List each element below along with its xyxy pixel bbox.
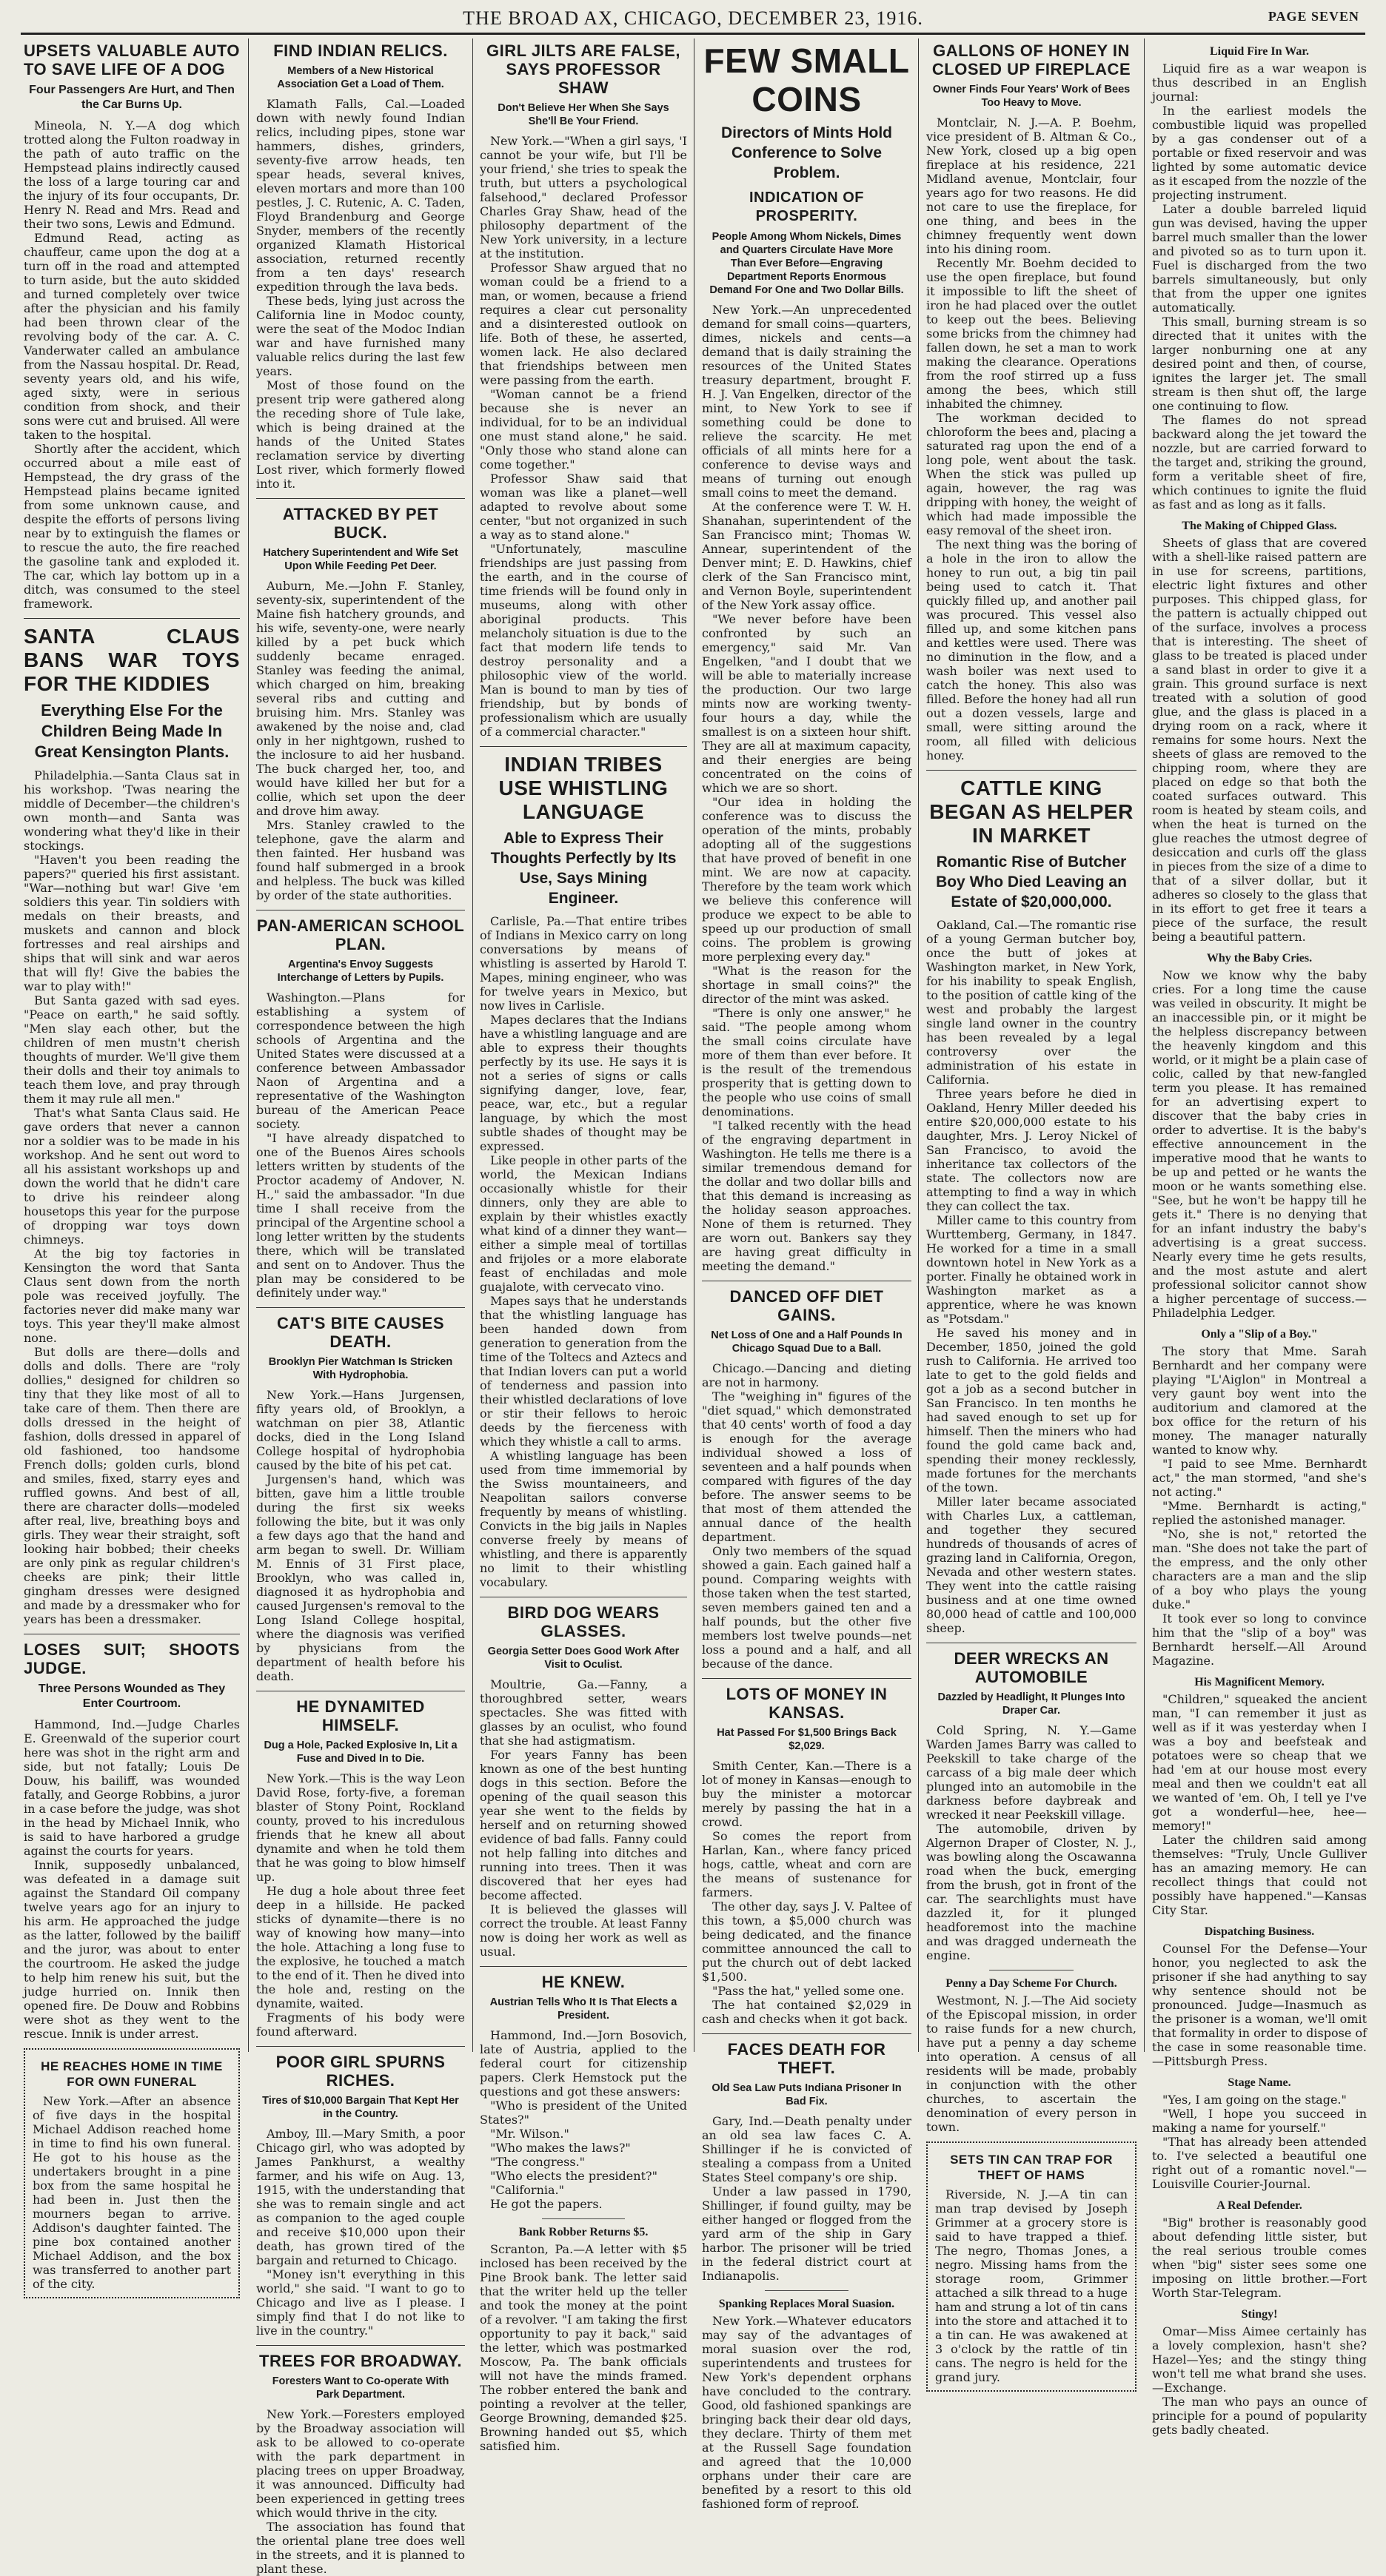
- article-body: [1152, 536, 1367, 944]
- headline: FEW SMALL COINS: [703, 41, 910, 118]
- paragraph: Like people in other parts of the world, the Mexican Indians occasionally whistle for their dinners, only they are able to explain by their whistles exactly what kind of a dinner they want—either a simple meal of tortillas and frijoles or a more elaborate feast of enchiladas and mole guajalote, with cervecato vino.: [480, 1153, 687, 1294]
- article-cats-bite: [256, 1314, 465, 1683]
- paragraph: In the earliest models the combustible liquid was propelled by a gas condenser out of a portable or fixed reservoir and was lighted by some automatic device as it escaped from the nozzle of the projecting instrument.: [1152, 104, 1367, 202]
- deck: Owner Finds Four Years' Work of Bees Too Heavy to Move.: [932, 84, 1131, 109]
- article-deer-wrecks: [926, 1649, 1136, 1962]
- paragraph: Philadelphia.—Santa Claus sat in his workshop. 'Twas nearing the middle of December—the children's own month—and Santa was wondering what they'd like in their stockings.: [24, 768, 240, 853]
- separator: [256, 498, 465, 499]
- paragraph: Hammond, Ind.—Jorn Bosovich, late of Austria, applied to the federal court for citizenship papers. Clerk Hemstock put the questions and got these answers:: [480, 2028, 687, 2099]
- deck: Members of a New Historical Association Get a Load of Them.: [277, 65, 444, 90]
- paragraph: He got the papers.: [490, 2197, 603, 2211]
- paragraph: Under a law passed in 1790, Shillinger, if found guilty, may be either hanged or flogged from the yard arm of the ship in Gary harbor. The prisoner will be tried in the federal district court at Indianapolis.: [702, 2184, 911, 2283]
- headline: HE KNEW.: [541, 1973, 626, 1991]
- article-body: [480, 2028, 687, 2211]
- paragraph: Smith Center, Kan.—There is a lot of money in Kansas—enough to buy the minister a motorcar merely by passing the hat in a crowd.: [702, 1759, 911, 1829]
- paragraph: Three years before he died in Oakland, Henry Miller deeded his entire $20,000,000 estate to his daughter, Mrs. J. Leroy Nickel of San Francisco, to avoid the inheritance tax collectors of the state. The collectors now are attempting to find a way in which they can collect the tax.: [926, 1087, 1136, 1213]
- headline: Spanking Replaces Moral Suasion.: [718, 2298, 895, 2310]
- paragraph: These beds, lying just across the California line in Modoc county, were the seat of the Modoc Indian war and have furnished many valuable relics during the last few years.: [256, 294, 465, 378]
- headline: HE DYNAMITED HIMSELF.: [296, 1697, 425, 1734]
- paragraph: "Woman cannot be a friend because she is never an individual, for to be an individual one must stand alone," he said. "Only those who stand alone can come together.": [480, 387, 687, 472]
- headline: Penny a Day Scheme For Church.: [945, 1977, 1117, 1990]
- article-body: [1152, 1344, 1367, 1668]
- article-upsets-auto: [24, 41, 240, 611]
- paragraph: New York.—After an absence of five days in the hospital Michael Addison reached home in time to find his own funeral. He got to his house as the undertakers brought in a pine box from the same hospital he had been in. Just then the mourners began to arrive. Addison's daughter fainted. The pine box contained another Michael Addison, and the box was transferred to another part of the city.: [33, 2094, 231, 2291]
- separator: [542, 2218, 625, 2219]
- headline: Only a "Slip of a Boy.": [1201, 1328, 1318, 1341]
- paragraph: That's what Santa Claus said. He gave orders that never a cannon nor a soldier was to be made in his workshop. And he sent out word to all his assistant workshops up and down the world that he didn't care to drive his reindeer along housetops this year for the purpose of dropping war toys down chimneys.: [24, 1106, 240, 1247]
- headline: INDIAN TRIBES USE WHISTLING LANGUAGE: [498, 753, 669, 823]
- paragraph: It took ever so long to convince him that the "slip of a boy" was Bernhardt herself.—All Around Magazine.: [1152, 1611, 1367, 1668]
- paragraph: New York.—"When a girl says, 'I cannot be your wife, but I'll be your friend,' she tries to speak the truth, but utters a psychological falsehood," declared Professor Charles Gray Shaw, head of the philosophy department of the New York university, in a lecture at the institution.: [480, 134, 687, 261]
- paragraph: He dug a hole about three feet deep in a hillside. He packed sticks of dynamite—there is no way of knowing how many—into the hole. Attaching a long fuse to the explosive, he touched a match to the end of it. Then he dived into the hole and, resting on the dynamite, waited.: [256, 1884, 465, 2010]
- top-rule: [21, 33, 1365, 35]
- paragraph: Miller later became associated with Charles Lux, a cattleman, and together they secured hundreds of thousands of acres of grazing land in California, Oregon, Nevada and other western states. They went into the cattle raising business and at one time owned 80,000 head of cattle and 100,000 sheep.: [926, 1495, 1136, 1635]
- article-money-kansas: [702, 1685, 911, 2026]
- paragraph: Washington.—Plans for establishing a system of correspondence between the high schools of Argentina and the United States were discussed at a conference between Ambassador Naon of Argentina and a representative of the Washington bureau of the American Peace society.: [256, 990, 465, 1131]
- headline: DEER WRECKS AN AUTOMOBILE: [954, 1649, 1109, 1686]
- paragraph: Later the children said among themselves: "Truly, Uncle Gulliver has an amazing memory. He can recollect things that could not possibly have happened."—Kansas City Star.: [1152, 1833, 1367, 1917]
- article-body: [24, 1717, 240, 2041]
- headline: PAN-AMERICAN SCHOOL PLAN.: [256, 916, 465, 953]
- article-body: [926, 115, 1136, 762]
- paragraph: "California.": [490, 2183, 564, 2197]
- headline: HE REACHES HOME IN TIME FOR OWN FUNERAL: [41, 2059, 223, 2089]
- article-real-defender: [1152, 2198, 1367, 2300]
- article-body: [480, 134, 687, 739]
- paragraph: "Mr. Wilson.": [490, 2127, 569, 2141]
- paragraph: Liquid fire as a war weapon is thus described in an English journal:: [1152, 61, 1367, 104]
- paragraph: "No, she is not," retorted the man. "She does not take the part of the empress, and the only other characters are a man and the slip of a boy who plays the young duke.": [1152, 1527, 1367, 1611]
- separator: [702, 2033, 911, 2034]
- headline: POOR GIRL SPURNS RICHES.: [275, 2053, 446, 2090]
- deck: Foresters Want to Co-operate With Park Department.: [272, 2375, 449, 2401]
- column-5: [926, 38, 1136, 2384]
- article-body: [256, 990, 465, 1300]
- deck: Georgia Setter Does Good Work After Visit to Oculist.: [487, 1646, 680, 1671]
- deck: Directors of Mints Hold Conference to Solve Problem.: [720, 124, 892, 181]
- paragraph: Oakland, Cal.—The romantic rise of a young German butcher boy, once the butt of jokes at Washington market, in New York, for his inability to speak English, to the position of cattle king of the west and probably the largest single land owner in the country has been revealed by a legal controversy over the administration of his estate in California.: [926, 918, 1136, 1087]
- headline: A Real Defender.: [1216, 2199, 1302, 2212]
- headline: GALLONS OF HONEY IN CLOSED UP FIREPLACE: [931, 41, 1131, 78]
- headline: Liquid Fire In War.: [1210, 45, 1309, 58]
- separator: [256, 2345, 465, 2346]
- paragraph: New York.—Foresters employed by the Broadway association will ask to be allowed to co-operate with the park department in placing trees on upper Broadway, it was announced. Difficulty had been experienced in getting trees which would thrive in the city.: [256, 2407, 465, 2520]
- article-pet-buck: [256, 505, 465, 902]
- paragraph: Sheets of glass that are covered with a shell-like raised pattern are in use for screens, partitions, electric light fixtures and other purposes. This chipped glass, for the pattern is actually chipped out of the surface, involves a process that is interesting. The sheet of glass to be treated is placed under a sand blast in order to give it a grain. This ground surface is next treated with a solution of good glue, and the glass is placed in a drying room on a rack, where it remains for some hours. Next the sheets of glass are removed to the chipping room, where they are placed on edge so that both the coated surfaces outward. This room is heated by steam coils, and when the heat is turned on the glue reaches the utmost degree of desiccation and curls off the glass in pieces from the size of a dime to that of a silver dollar, but it adheres so closely to the glass that in its effort to get free it tears a piece of the surface, the result being a beautiful pattern.: [1152, 536, 1367, 944]
- separator: [256, 1307, 465, 1308]
- article-indian-relics: [256, 41, 465, 491]
- paragraph: Mineola, N. Y.—A dog which trotted along the Fulton roadway in the path of auto traffic on the Hempstead plains indirectly caused the loss of a large touring car and the injury of its four occupants, Dr. Henry N. Read and Mrs. Read and their two sons, Lewis and Edmund.: [24, 118, 240, 231]
- article-bank-robber: [480, 2225, 687, 2453]
- article-body: [1152, 2093, 1367, 2191]
- paragraph: Chicago.—Dancing and dieting are not in harmony.: [702, 1361, 911, 1389]
- column-3: [480, 38, 687, 2453]
- paragraph: Professor Shaw said that woman was like a planet—well adapted to revolve about some center, "but not organized in such a way as to stand alone.": [480, 472, 687, 542]
- article-body: [24, 768, 240, 1626]
- paragraph: "The congress.": [490, 2155, 586, 2169]
- paragraph: Professor Shaw argued that no woman could be a friend to a man, or women, because a friend requires a clear cut personality and a disinterested outlook on life. Both of these, he asserted, women lack. He also declared that friendships between men were passing from the earth.: [480, 261, 687, 387]
- article-body: [24, 118, 240, 611]
- paragraph: He saved his money and in December, 1850, joined the gold rush to California. He arrived too late to get to the gold fields and got a job as a second butcher in San Francisco. In ten months he had saved enough to set up for himself. Then the miners who had found the gold came back and, spending their money recklessly, made fortunes for the merchants of the town.: [926, 1326, 1136, 1495]
- paragraph: "Well, I hope you succeed in making a name for yourself.": [1152, 2107, 1367, 2135]
- article-liquid-fire: [1152, 44, 1367, 511]
- paragraph: Carlisle, Pa.—That entire tribes of Indians in Mexico carry on long conversations by means of whistling is asserted by Harold T. Mapes, mining engineer, who was for twelve years in Mexico, but now lives in Carlisle.: [480, 914, 687, 1013]
- deck: Three Persons Wounded as They Enter Courtroom.: [38, 1683, 226, 1710]
- headline: ATTACKED BY PET BUCK.: [282, 505, 439, 542]
- column-rule: [918, 38, 919, 2052]
- paragraph: Recently Mr. Boehm decided to use the open fireplace, but found it impossible to lift the sheet of iron he had placed over the outlet to keep out the bees. Believing some bricks from the chimney had fallen down, he set a man to work making the clearance. Operations from the roof stirred up a fuss among the bees, which still inhabited the chimney.: [926, 256, 1136, 411]
- column-rule: [248, 38, 249, 2052]
- article-poor-girl: [256, 2053, 465, 2338]
- article-body: [256, 2407, 465, 2576]
- paragraph: It is believed the glasses will correct the trouble. At least Fanny now is doing her work as well as usual.: [480, 1902, 687, 1959]
- deck: Everything Else For the Children Being Made In Great Kensington Plants.: [34, 701, 230, 761]
- paragraph: New York.—An unprecedented demand for small coins—quarters, dimes, nickels and cents—a demand that is daily straining the resources of the United States treasury department, brought F. H. J. Van Engelken, director of the mint, to New York to see if something could be done to relieve the scarcity. He met officials of all mints here for a conference to devise ways and means of turning out enough small coins to meet the demand.: [702, 303, 911, 500]
- paragraph: New York.—This is the way Leon David Rose, forty-five, a foreman blaster of Stony Point, Rockland county, proved to his incredulous friends that he knew all about dynamite and when he told them that he was going to blow himself up.: [256, 1771, 465, 1884]
- deck: Tires of $10,000 Bargain That Kept Her in the Country.: [262, 2095, 459, 2120]
- headline: GIRL JILTS ARE FALSE, SAYS PROFESSOR SHAW: [486, 41, 680, 97]
- article-faces-death: [702, 2040, 911, 2283]
- paragraph: Later a double barreled liquid gun was devised, having the upper barrel much smaller than the lower and pivoted so as to turn upon it. Fuel is discharged from the two barrels simultaneously, but only that from the upper one ignites automatically.: [1152, 202, 1367, 315]
- article-body: [1152, 1942, 1367, 2068]
- paragraph: New York.—Hans Jurgensen, fifty years old, of Brooklyn, a watchman on pier 38, Atlantic docks, died in the Long Island College hospital of hydrophobia caused by the bite of his pet cat.: [256, 1388, 465, 1472]
- paragraph: "I have already dispatched to one of the Buenos Aires schools letters written by students of the Proctor academy of Andover, N. H.," said the ambassador. "In due time I shall receive from the principal of the Argentine school a long letter written by the students there, which will be translated and sent on to Andover. Thus the plan may be considered to be definitely under way.": [256, 1131, 465, 1300]
- article-stage-name: [1152, 2076, 1367, 2191]
- paragraph: "We never before have been confronted by such an emergency," said Mr. Van Engelken, "and I doubt that we will be able to materially increase the production. Our two large mints now are working twenty-four hours a day, while the smallest is on a sixteen hour shift. They are all at maximum capacity, and their energies are being concentrated on the coins of which we are so short.: [702, 612, 911, 795]
- article-dynamited: [256, 1697, 465, 2039]
- paragraph: Now we know why the baby cries. For a long time the cause was veiled in obscurity. It might be an inaccessible pin, or it might be the helpless discrepancy between the heavenly kingdom and this world, or it might be a plain case of colic, called by that new-fangled term you please. It has remained for an advertising expert to discover that the baby cries in order to advertise. It is the baby's effective announcement in the imperative mood that he wants to be up and petted or he wants the moon or he wants something else. "See, but he won't be happy till he gets it." There is no denying that for an infant industry the baby's advertising is a great success. Nearly every time he gets results, and the most astute and alert professional solicitor cannot show a higher percentage of success.—Philadelphia Ledger.: [1152, 968, 1367, 1320]
- paragraph: Westmont, N. J.—The Aid society of the Episcopal mission, in order to raise funds for a new church, have put a penny a day scheme into operation. A census of all residents will be made, probably in conjunction with the other churches, to ascertain the denomination of every person in town.: [926, 1993, 1136, 2134]
- paragraph: "That has already been attended to. I've selected a beautiful one right out of a romantic novel."—Louisville Courier-Journal.: [1152, 2135, 1367, 2191]
- article-body: [1152, 2216, 1367, 2300]
- deck: Hatchery Superintendent and Wife Set Upon While Feeding Pet Deer.: [263, 547, 458, 572]
- headline: FACES DEATH FOR THEFT.: [727, 2040, 886, 2077]
- paragraph: Klamath Falls, Cal.—Loaded down with newly found Indian relics, including pipes, stone war hammers, dishes, grinders, seventy-five arrow heads, ten spear heads, several knives, eleven mortars and more than 100 pestles, J. C. Rutenic, A. C. Taden, Floyd Brandenburg and George Snyder, members of the recently organized Klamath Historical association, returned recently from a ten days' research expedition through the lava beds.: [256, 97, 465, 294]
- paragraph: Omar—Miss Aimee certainly has a lovely complexion, hasn't she? Hazel—Yes; and the stingy thing won't tell me what brand she uses.—Exchange.: [1152, 2324, 1367, 2395]
- headline: Why the Baby Cries.: [1206, 952, 1313, 965]
- article-honey: [926, 41, 1136, 762]
- column-rule: [472, 38, 473, 2052]
- paragraph: The "weighing in" figures of the "diet squad," which demonstrated that 40 cents' worth of food a day is enough for the average individual showed a loss of seventeen and a half pounds when compared with figures of the day before. The answer seems to be that most of them attended the annual dance of the health department.: [702, 1389, 911, 1544]
- headline: Stage Name.: [1228, 2076, 1291, 2089]
- paragraph: Montclair, N. J.—A. P. Boehm, vice president of B. Altman & Co., New York, closed up a big open fireplace at his residence, 221 Midland avenue, Montclair, four years ago for two reasons. He did not care to use the fireplace, for one thing, and bees in the chimney frequently went down into his dining room.: [926, 115, 1136, 256]
- paragraph: Scranton, Pa.—A letter with $5 inclosed has been received by the Pine Brook bank. The letter said that the writer held up the teller and took the money at the point of a revolver. "I am taking the first opportunity to pay it back," said the letter, which was postmarked Moscow, Pa. The bank officials will not have the minds framed. The robber entered the bank and pointing a revolver at the teller, George Browning, demanded $25. Browning handed out $5, which satisfied him.: [480, 2242, 687, 2453]
- paragraph: For years Fanny has been known as one of the best hunting dogs in this section. Before the opening of the quail season this year she went to the fields by herself and on returning showed evidence of bad falls. Fanny could not help falling into ditches and running into trees. Then it was discovered that her eyes had become affected.: [480, 1748, 687, 1902]
- article-he-knew: [480, 1973, 687, 2211]
- paragraph: But Santa gazed with sad eyes. "Peace on earth," he said softly. "Men slay each other, but the children of men mustn't cherish thoughts of murder. We'll give them their dolls and their toy animals to teach them love, and pray through them it may rule all men.": [24, 993, 240, 1106]
- article-body: [702, 2314, 911, 2511]
- column-6: [1152, 38, 1367, 2437]
- article-body: [1152, 61, 1367, 511]
- article-body: [702, 2114, 911, 2283]
- paragraph: "What is the reason for the shortage in small coins?" the director of the mint was asked.: [702, 964, 911, 1006]
- article-baby-cries: [1152, 951, 1367, 1320]
- paragraph: "Children," squeaked the ancient man, "I can remember it just as well as if it was yesterday when I was a boy and beefsteak and potatoes were so cheap that we had 'em at our house most every meal and then we couldn't eat all we wanted of 'em. Oh, I tell ye I've got a wonderful—hee, hee—memory!": [1152, 1692, 1367, 1833]
- masthead: [0, 0, 1386, 30]
- article-shoots-judge: [24, 1640, 240, 2041]
- paragraph: The other day, says J. V. Paltee of this town, a $5,000 church was being dedicated, and the finance committee announced the call to put the church out of debt lacked $1,500.: [702, 1899, 911, 1984]
- headline: TREES FOR BROADWAY.: [259, 2352, 462, 2370]
- headline: LOSES SUIT; SHOOTS JUDGE.: [24, 1640, 240, 1677]
- headline: UPSETS VALUABLE AUTO TO SAVE LIFE OF A DOG: [24, 41, 240, 78]
- deck: Argentina's Envoy Suggests Interchange of Letters by Pupils.: [277, 959, 444, 984]
- paragraph: Mapes says that he understands that the whistling language has been handed down from generation to generation from the time of the Toltecs and Aztecs and that Indian lovers can put a world of tenderness and passion into their whistled declarations of love or stir their fellows to heroic deeds by the fierceness with which they whistle a call to arms.: [480, 1294, 687, 1449]
- deck: Old Sea Law Puts Indiana Prisoner In Bad Fix.: [712, 2082, 902, 2107]
- paragraph: Cold Spring, N. Y.—Game Warden James Barry was called to Peekskill to take charge of the carcass of a big male deer which plunged into an automobile in the darkness before daybreak and wrecked it near Peekskill village.: [926, 1723, 1136, 1822]
- headline: CATTLE KING BEGAN AS HELPER IN MARKET: [929, 777, 1134, 847]
- paragraph: The man who pays an ounce of principle for a pound of popularity gets badly cheated.: [1152, 2395, 1367, 2437]
- paragraph: The automobile, driven by Algernon Draper of Closter, N. J., was bowling along the Oscawanna road when the buck, emerging from the brush, got in front of the car. The searchlights must have dazzled it, for it plunged headforemost into the machine and was dragged underneath the engine.: [926, 1822, 1136, 1962]
- deck: Four Passengers Are Hurt, and Then the Car Burns Up.: [29, 84, 235, 111]
- headline: Stingy!: [1241, 2308, 1278, 2321]
- article-body: [256, 97, 465, 491]
- article-body: [256, 579, 465, 902]
- paragraph: "Mme. Bernhardt is acting," replied the astonished manager.: [1152, 1499, 1367, 1527]
- deck: Able to Express Their Thoughts Perfectly by Its Use, Says Mining Engineer.: [490, 830, 677, 907]
- paragraph: This small, burning stream is so directed that it unites with the larger nonburning one at any desired point and then, of course, ignites the larger jet. The small stream is then shut off, the large one continuing to flow.: [1152, 315, 1367, 413]
- article-dispatching-business: [1152, 1925, 1367, 2068]
- column-1: [24, 38, 240, 2291]
- deck: Dazzled by Headlight, It Plunges Into Draper Car.: [937, 1691, 1125, 1717]
- article-whistling-language: [480, 753, 687, 1589]
- paragraph: Moultrie, Ga.—Fanny, a thoroughbred setter, wears spectacles. She was fitted with glasses by an oculist, who found that she had astigmatism.: [480, 1677, 687, 1748]
- paragraph: "Yes, I am going on the stage.": [1162, 2093, 1347, 2107]
- paragraph: Jurgensen's hand, which was bitten, gave him a little trouble during the first six weeks following the bite, but it was only a few days ago that the hand and arm began to swell. Dr. William M. Ennis of 31 First place, Brooklyn, who was called in, diagnosed it as hydrophobia and caused Jurgensen's removal to the Long Island College hospital, where the diagnosis was verified by physicians from the department of health before his death.: [256, 1472, 465, 1683]
- paragraph: At the big toy factories in Kensington the word that Santa Claus sent down from the north pole was received joyfully. The factories never did make many war toys. This year they'll make almost none.: [24, 1247, 240, 1345]
- column-rule: [1144, 38, 1145, 2052]
- paragraph: "Pass the hat," yelled some one.: [712, 1984, 905, 1998]
- paragraph: A whistling language has been used from time immemorial by the Swiss mountaineers, and Neapolitan sailors converse frequently by means of whistling. Convicts in the big jails in Naples converse freely by means of whistling, and there is apparently no limit to their whistling vocabulary.: [480, 1449, 687, 1589]
- separator: [480, 1966, 687, 1967]
- separator: [24, 618, 240, 619]
- separator: [926, 770, 1136, 771]
- deck: People Among Whom Nickels, Dimes and Quarters Circulate Have More Than Ever Before—Engraving Department Reports Enormous Demand For One and Two Dollar Bills.: [709, 231, 904, 296]
- headline: DANCED OFF DIET GAINS.: [729, 1287, 884, 1324]
- paragraph: The next thing was the boring of a hole in the iron to allow the honey to run out, a big tin pail being used to catch it. That quickly filled up, and another pail was procured. This vessel also filled up, and some kitchen pans and kettles were used. There was no diminution in the flow, and a wash boiler was next used to catch the honey. This also was filled. Before the honey had all run out a dozen vessels, large and small, were sitting around the room, all filled with delicious honey.: [926, 537, 1136, 762]
- article-girl-jilts: [480, 41, 687, 739]
- article-chipped-glass: [1152, 519, 1367, 944]
- article-body: [33, 2094, 231, 2291]
- headline: SETS TIN CAN TRAP FOR THEFT OF HAMS: [950, 2153, 1113, 2182]
- article-body: [480, 914, 687, 1589]
- article-body: [702, 1759, 911, 2026]
- paragraph: "I talked recently with the head of the engraving department in Washington. He tells me there is a similar tremendous demand for the dollar and two dollar bills and that this demand is increasing as the holiday season approaches. None of them is returned. They are worn out. Bankers say they are having great difficulty in meeting the demand.": [702, 1118, 911, 1273]
- deck: Romantic Rise of Butcher Boy Who Died Leaving an Estate of $20,000,000.: [936, 853, 1127, 910]
- paragraph: Hammond, Ind.—Judge Charles E. Greenwald of the superior court here was shot in the right arm and side, but not fatally; Louis De Douw, his bailiff, was wounded fatally, and George Robbins, a juror in a case before the judge, was shot in the head by Michael Innik, who is said to have harbored a grudge against the courts for years.: [24, 1717, 240, 1858]
- paragraph: Fragments of his body were found afterward.: [256, 2010, 465, 2039]
- headline: BIRD DOG WEARS GLASSES.: [507, 1603, 660, 1640]
- headline: Bank Robber Returns $5.: [518, 2226, 649, 2238]
- paragraph: "Who elects the president?": [490, 2169, 657, 2183]
- article-body: [702, 1361, 911, 1671]
- paragraph: Only two members of the squad showed a gain. Each gained half a pound. Comparing weights with those taken when the test started, seven members gained ten and a half pounds, but the other five members lost twelve pounds—net loss a pound and a half, and all because of the dance.: [702, 1544, 911, 1671]
- headline: Dispatching Business.: [1204, 1925, 1315, 1938]
- paragraph: "Money isn't everything in this world," she said. "I want to go to Chicago and live as I please. I simply find that I do not like to live in the country.": [256, 2267, 465, 2338]
- article-spanking: [702, 2297, 911, 2511]
- article-body: [935, 2187, 1128, 2384]
- paragraph: Edmund Read, acting as chauffeur, came upon the dog at a turn off in the road and attempted to turn aside, but the auto skidded and turned completely over twice after the physician and his family had been thrown clear of the revolving body of the car. A. C. Vanderwater called an ambulance from the Nassau hospital. Dr. Read, seventy years old, and his wife, aged sixty, were in serious condition from shock, and their sons were cut and bruised. All were taken to the hospital.: [24, 231, 240, 442]
- paragraph: "Who is president of the United States?": [480, 2099, 687, 2127]
- boxed-article-own-funeral: [24, 2048, 240, 2298]
- paragraph: The association has found that the oriental plane tree does well in the streets, and it is planned to plant these.: [256, 2520, 465, 2576]
- deck: Austrian Tells Who It Is That Elects a President.: [489, 1996, 677, 2022]
- paragraph: Mrs. Stanley crawled to the telephone, gave the alarm and then fainted. Her husband was found half submerged in a brook and helpless. The buck was killed by order of the state authorities.: [256, 818, 465, 902]
- article-body: [480, 1677, 687, 1959]
- headline: CAT'S BITE CAUSES DEATH.: [276, 1314, 444, 1351]
- page-number: PAGE SEVEN: [1268, 9, 1359, 24]
- article-cattle-king: [926, 777, 1136, 1635]
- separator: [702, 1678, 911, 1679]
- article-body: [256, 1388, 465, 1683]
- deck: Brooklyn Pier Watchman Is Stricken With Hydrophobia.: [268, 1356, 453, 1381]
- separator: [480, 746, 687, 747]
- article-body: [256, 2127, 465, 2338]
- paragraph: "I paid to see Mme. Bernhardt act," the man stormed, "and she's not acting.": [1152, 1457, 1367, 1499]
- paragraph: The flames do not spread backward along the jet toward the nozzle, but are carried forward to the target and, striking the ground, form a veritable sheet of fire, which continues to ignite the fluid as fast and as long as it falls.: [1152, 413, 1367, 511]
- paragraph: Miller came to this country from Wurttemberg, Germany, in 1847. He worked for a time in a small downtown hotel in New York as a porter. Finally he obtained work in Washington market as a apprentice, where he was known as "Potsdam.": [926, 1213, 1136, 1326]
- headline: SANTA CLAUS BANS WAR TOYS FOR THE KIDDIES: [24, 625, 240, 695]
- article-body: [926, 1723, 1136, 1962]
- paragraph: Mapes declares that the Indians have a whistling language and are able to express their thoughts perfectly by its use. He says it is not a series of signs or calls signifying danger, love, fear, peace, war, etc., but a regular language, by which the most subtle shades of thought may be expressed.: [480, 1013, 687, 1153]
- paragraph: "Big" brother is reasonably good about defending little sister, but the real serious trouble comes when "big" sister sees some one imposing on little brother.—Fort Worth Star-Telegram.: [1152, 2216, 1367, 2300]
- headline: FIND INDIAN RELICS.: [273, 41, 448, 60]
- article-body: [702, 303, 911, 1273]
- article-penny-a-day: [926, 1976, 1136, 2134]
- headline: The Making of Chipped Glass.: [1182, 520, 1337, 532]
- article-body: [1152, 2324, 1367, 2437]
- paragraph: The hat contained $2,029 in cash and checks when it got back.: [702, 1998, 911, 2026]
- subhead: INDICATION OF PROSPERITY.: [749, 189, 864, 224]
- paragraph: New York.—Whatever educators may say of the advantages of moral suasion over the rod, superintendents and trustees for New York's dependent orphans have concluded to the contrary. Good, old fashioned spankings are bringing back their dear old days, they declare. Thirty of them met at the Russell Sage foundation and agreed that the 10,000 orphans under their care are benefited by a resort to this old fashioned form of reproof.: [702, 2314, 911, 2511]
- paragraph: Gary, Ind.—Death penalty under an old sea law faces C. A. Shillinger if he is convicted of stealing a compass from a United States Steel company's ore ship.: [702, 2114, 911, 2184]
- paragraph: But dolls are there—dolls and dolls and dolls. There are "roly dollies," designed for children so tiny that they like most of all to take care of them. Then there are dolls dressed in the height of fashion, dolls dressed in apparel of old fashioned, too handsome French dolls; golden curls, blond and smiles, fixed, starry eyes and ruffled gowns. And best of all, there are character dolls—modeled after real, live, breathing boys and girls. They wear their straight, soft looking hair bobbed; their cheeks are only pink as regular children's cheeks are pink; their little gingham dresses were designed and made by a dressmaker who for years has been a dressmaker.: [24, 1345, 240, 1626]
- article-diet-gains: [702, 1287, 911, 1671]
- article-body: [1152, 1692, 1367, 1917]
- article-body: [1152, 968, 1367, 1320]
- article-slip-of-a-boy: [1152, 1327, 1367, 1668]
- paragraph: Counsel For the Defense—Your honor, you neglected to ask the prisoner if she had anything to say why sentence should not be pronounced. Judge—Inasmuch as the prisoner is a woman, we'll omit that formality in order to dispose of the case in some reasonable time.—Pittsburgh Press.: [1152, 1942, 1367, 2068]
- paragraph: The workman decided to chloroform the bees and, placing a saturated rag upon the end of a long pole, went about the task. When the stick was pulled up again, however, the rag was dripping with honey, the weight of which had made impossible the easy removal of the sheet iron.: [926, 411, 1136, 537]
- separator: [765, 2290, 848, 2291]
- headline: His Magnificent Memory.: [1194, 1676, 1325, 1688]
- boxed-article-tin-can-trap: [926, 2141, 1136, 2392]
- column-2: [256, 38, 465, 2576]
- article-body: [480, 2242, 687, 2453]
- paragraph: "Our idea in holding the conference was to discuss the operation of the mints, probably adopting all of the suggestions that have proved of benefit in one mint. We are now at capacity. Therefore by the team work which we believe this conference will produce we expect to be able to speed up our production of small coins. The problem is growing more perplexing every day.": [702, 795, 911, 964]
- separator: [256, 2046, 465, 2047]
- paragraph: The story that Mme. Sarah Bernhardt and her company were playing "L'Aiglon" in Montreal a very gaunt boy went into the auditorium and clamored at the box office for the return of his money. The manager naturally wanted to know why.: [1152, 1344, 1367, 1457]
- paragraph: "Unfortunately, masculine friendships are just passing from the earth, and in the course of time friends will be found only in museums, along with other aboriginal products. This melancholy situation is due to the fact that modern life tends to destroy personality and a philosophic view of the world. Man is bound to man by ties of friendship, but by bonds of professionalism which are usually of a commercial character.": [480, 542, 687, 739]
- paragraph: Riverside, N. J.—A tin can man trap devised by Joseph Grimmer at a grocery store is said to have trapped a thief. The negro, Thomas Jones, a negro. Missing hams from the storage room, Grimmer attached a silk thread to a huge ham and strung a lot of tin cans into the store and attached it to a tin can. He was awakened at 3 o'clock by the rattle of tin cans. The negro is held for the grand jury.: [935, 2187, 1128, 2384]
- article-body: [926, 1993, 1136, 2134]
- deck: Don't Believe Her When She Says She'll Be Your Friend.: [498, 102, 669, 127]
- article-stingy: [1152, 2307, 1367, 2437]
- article-school-plan: [256, 916, 465, 1300]
- article-magnificent-memory: [1152, 1675, 1367, 1917]
- article-body: [926, 918, 1136, 1635]
- article-santa-claus: [24, 625, 240, 1626]
- paragraph: So comes the report from Harlan, Kan., where fancy priced hogs, cattle, wheat and corn are the means of sustenance for farmers.: [702, 1829, 911, 1899]
- deck: Dug a Hole, Packed Explosive In, Lit a Fuse and Dived In to Die.: [264, 1740, 458, 1765]
- deck: Hat Passed For $1,500 Brings Back $2,029.: [717, 1727, 897, 1752]
- paragraph: Most of those found on the present trip were gathered along the receding shore of Tule lake, which is being drained at the hands of the United States reclamation service by diverting Lost river, which formerly flowed into it.: [256, 378, 465, 491]
- article-trees-broadway: [256, 2352, 465, 2576]
- article-few-small-coins: [702, 41, 911, 1273]
- paragraph: Amboy, Ill.—Mary Smith, a poor Chicago girl, who was adopted by James Pankhurst, a wealthy farmer, and his wife on Aug. 13, 1915, with the understanding that she was to remain single and act as companion to the aged couple and receive $10,000 upon their death, has grown tired of the bargain and returned to Chicago.: [256, 2127, 465, 2267]
- paragraph: "Who makes the laws?": [490, 2141, 631, 2155]
- paragraph: "Haven't you been reading the papers?" queried his first assistant. "War—nothing but war! Give 'em soldiers this year. Tin soldiers with medals on their breasts, and muskets and cannon and block fortresses and real airships and ships that will sink and war aeros that will fly! Give the babies the war to play with!": [24, 853, 240, 993]
- article-bird-dog: [480, 1603, 687, 1959]
- column-4: [702, 38, 911, 2511]
- paragraph: Shortly after the accident, which occurred about a mile east of Hempstead, the dry grass of the Hempstead plains became ignited from some unknown cause, and despite the efforts of persons living near by to extinguish the flames or to rescue the auto, the fire reached the gasoline tank and exploded it. The car, which lay bottom up in a ditch, was consumed to the steel framework.: [24, 442, 240, 611]
- paragraph: "There is only one answer," he said. "The people among whom the small coins circulate have more of them than ever before. It is the result of the tremendous prosperity that is getting down to the people who use coins of small denominations.: [702, 1006, 911, 1118]
- masthead-title: THE BROAD AX, CHICAGO, DECEMBER 23, 1916.: [463, 7, 923, 29]
- paragraph: Auburn, Me.—John F. Stanley, seventy-six, superintendent of the Maine fish hatchery grounds, and his wife, seventy-one, were nearly killed by a pet buck which suddenly became enraged. Stanley was feeding the animal, which charged on him, breaking several ribs and cutting and bruising him. Mrs. Stanley was awakened by the noise and, clad only in her nightgown, rushed to the inclosure to aid her husband. The buck charged her, too, and would have killed her but for a collie, which set upon the deer and drove him away.: [256, 579, 465, 818]
- paragraph: At the conference were T. W. H. Shanahan, superintendent of the San Francisco mint; Thomas W. Annear, superintendent of the Denver mint; E. D. Hawkins, chief clerk of the San Francisco mint, and Vernon Boyle, superintendent of the New York assay office.: [702, 500, 911, 612]
- headline: LOTS OF MONEY IN KANSAS.: [726, 1685, 888, 1722]
- article-body: [256, 1771, 465, 2039]
- paragraph: Innik, supposedly unbalanced, was defeated in a damage suit against the Standard Oil company twelve years ago for an injury to his arm. He approached the judge as the latter, followed by the bailiff and the juror, was about to enter the courtroom. He asked the judge to help him renew his suit, but the judge hurried on. Innik then opened fire. De Douw and Robbins were shot as they went to the rescue. Innik is under arrest.: [24, 1858, 240, 2041]
- deck: Net Loss of One and a Half Pounds In Chicago Squad Due to a Ball.: [711, 1329, 903, 1355]
